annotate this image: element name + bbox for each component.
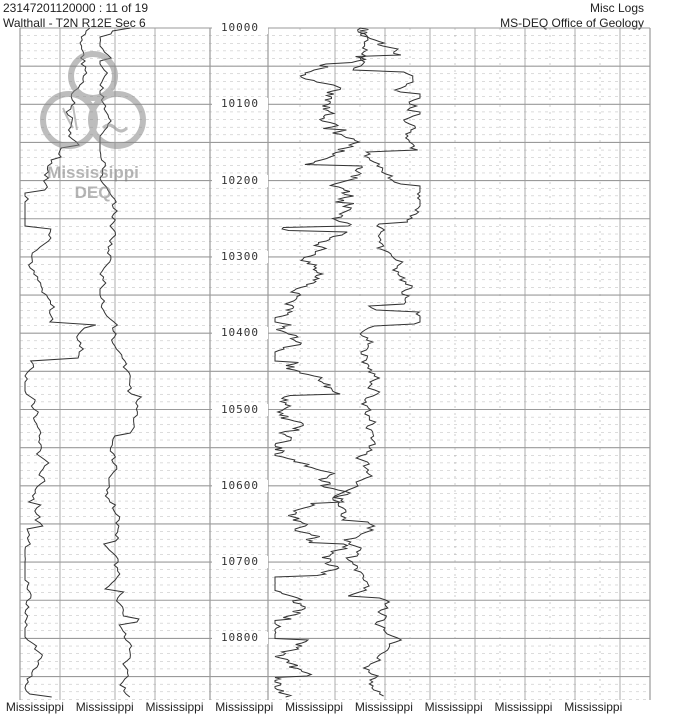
footer-text: Mississippi: [285, 700, 344, 714]
depth-label: 10000: [212, 22, 268, 34]
footer-text: Mississippi: [5, 700, 64, 714]
depth-label: 10200: [212, 175, 268, 187]
watermark: [28, 48, 158, 203]
footer-text: Mississippi: [215, 700, 274, 714]
mississippi-deq-seal-icon: [33, 48, 153, 158]
footer-watermark-strip: [0, 700, 679, 715]
footer-text: Mississippi: [75, 700, 134, 714]
footer-text: Mississippi: [145, 700, 204, 714]
agency-name: MS-DEQ Office of Geology: [500, 16, 644, 30]
well-location: Walthall - T2N R12E Sec 6: [3, 16, 146, 30]
footer-text: Mississippi: [564, 700, 623, 714]
depth-label: 10100: [212, 98, 268, 110]
footer-text: Mississippi: [354, 700, 413, 714]
watermark-line2: DEQ: [74, 183, 112, 202]
depth-label: 10300: [212, 251, 268, 263]
depth-label: 10400: [212, 327, 268, 339]
document-id: 23147201120000 : 11 of 19: [3, 1, 149, 15]
watermark-line1: Mississippi: [47, 163, 139, 182]
depth-label: 10700: [212, 556, 268, 568]
footer-text: Mississippi: [494, 700, 553, 714]
log-type: Misc Logs: [589, 1, 644, 15]
depth-label: 10800: [212, 632, 268, 644]
depth-label: 10500: [212, 404, 268, 416]
depth-label: 10600: [212, 480, 268, 492]
footer-text: Mississippi: [424, 700, 483, 714]
